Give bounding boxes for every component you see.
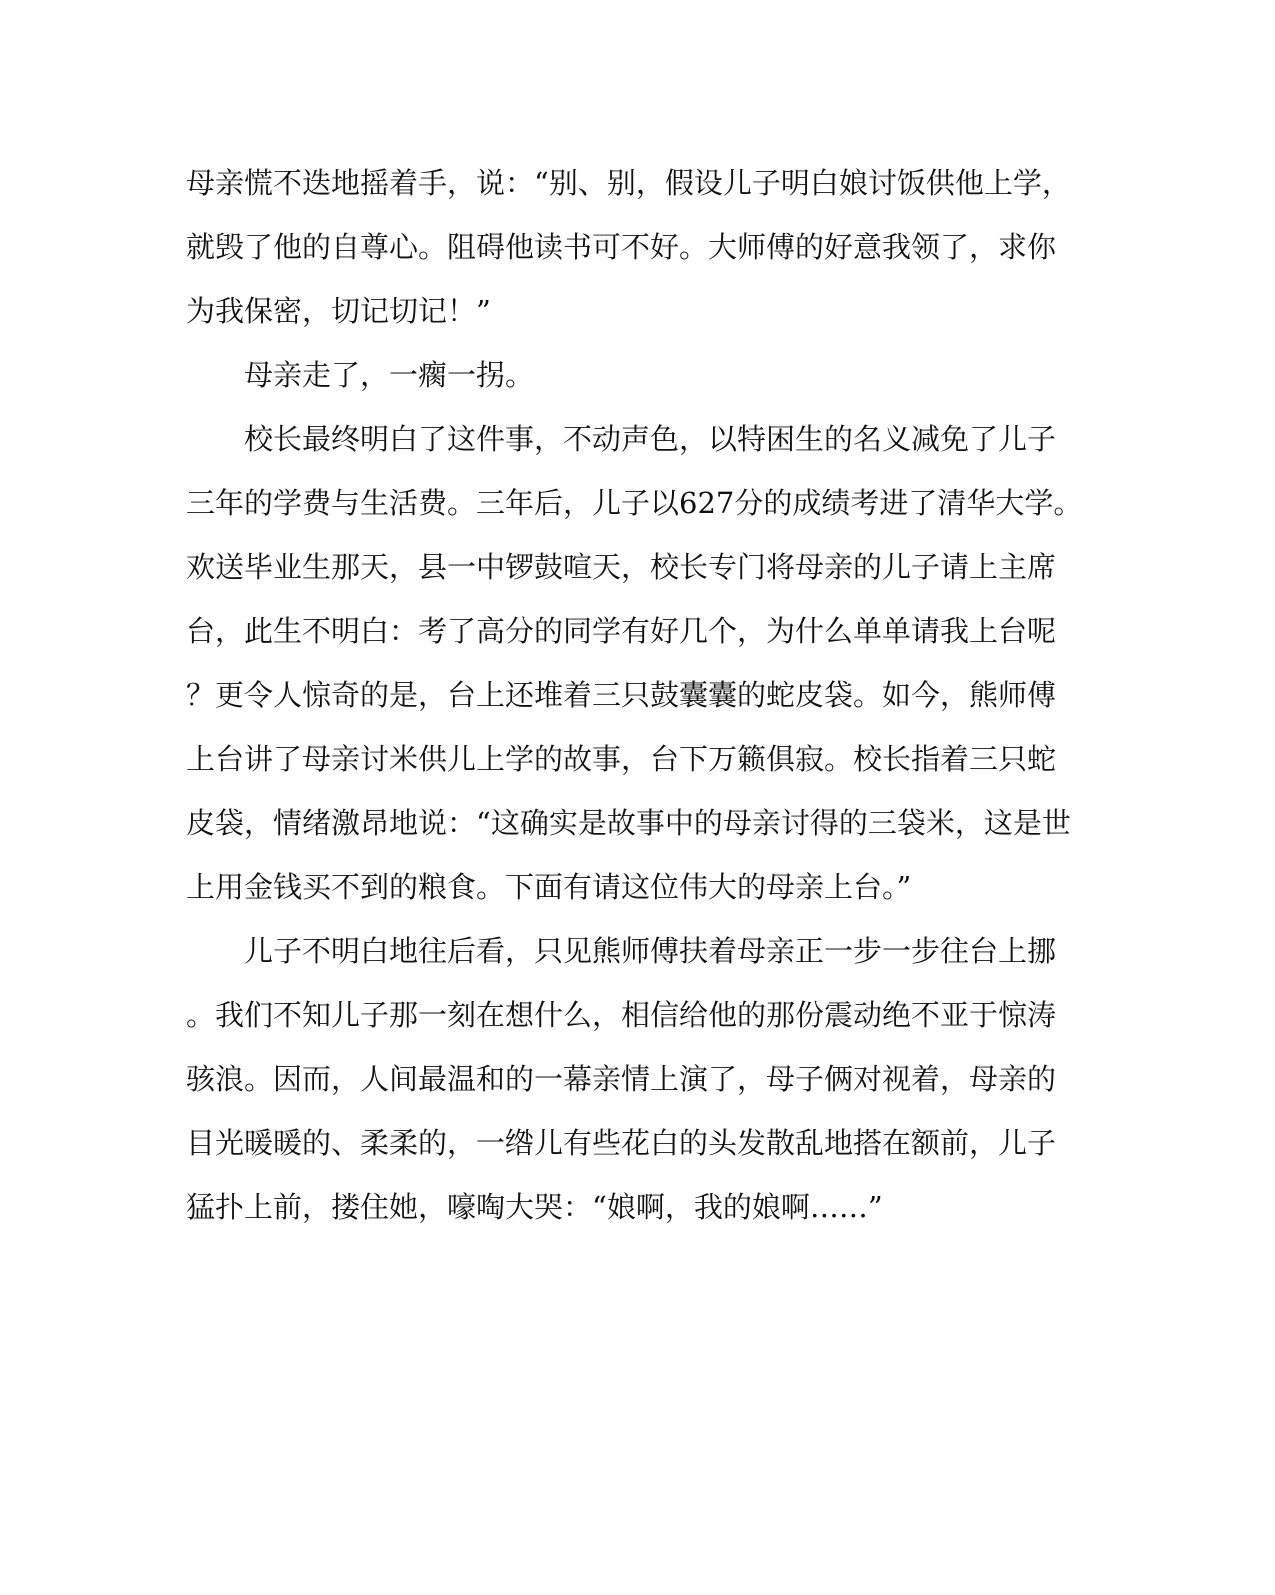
text-line: 目光暖暖的、柔柔的，一绺儿有些花白的头发散乱地搭在额前，儿子 [186, 1126, 1057, 1160]
text-line: 台，此生不明白：考了高分的同学有好几个，为什么单单请我上台呢 [186, 614, 1057, 648]
text-line: 母亲慌不迭地摇着手，说：“别、别，假设儿子明白娘讨饭供他上学， [186, 166, 1071, 200]
text-line: 欢送毕业生那天，县一中锣鼓喧天，校长专门将母亲的儿子请上主席 [186, 550, 1057, 584]
text-line: 为我保密，切记切记！” [186, 294, 491, 328]
body-text [186, 151, 1083, 1239]
text-line: 上台讲了母亲讨米供儿上学的故事，台下万籁俱寂。校长指着三只蛇 [186, 742, 1057, 776]
text-line: 三年的学费与生活费。三年后，儿子以627分的成绩考进了清华大学。 [186, 486, 1083, 520]
text-line: 就毁了他的自尊心。阻碍他读书可不好。大师傅的好意我领了，求你 [186, 230, 1057, 264]
text-line: 校长最终明白了这件事，不动声色，以特困生的名义减免了儿子 [244, 422, 1057, 456]
text-line: 儿子不明白地往后看，只见熊师傅扶着母亲正一步一步往台上挪 [244, 934, 1057, 968]
text-line: ？更令人惊奇的是，台上还堆着三只鼓囊囊的蛇皮袋。如今，熊师傅 [186, 678, 1057, 712]
text-line: 上用金钱买不到的粮食。下面有请这位伟大的母亲上台。” [186, 870, 912, 904]
text-line: 母亲走了，一瘸一拐。 [244, 358, 535, 392]
text-line: 皮袋，情绪激昂地说：“这确实是故事中的母亲讨得的三袋米，这是世 [186, 806, 1071, 840]
text-line: 猛扑上前，搂住她，嚎啕大哭：“娘啊，我的娘啊……” [186, 1190, 883, 1224]
text-line: 骇浪。因而，人间最温和的一幕亲情上演了，母子俩对视着，母亲的 [186, 1062, 1057, 1096]
text-line: 。我们不知儿子那一刻在想什么，相信给他的那份震动绝不亚于惊涛 [186, 998, 1057, 1032]
